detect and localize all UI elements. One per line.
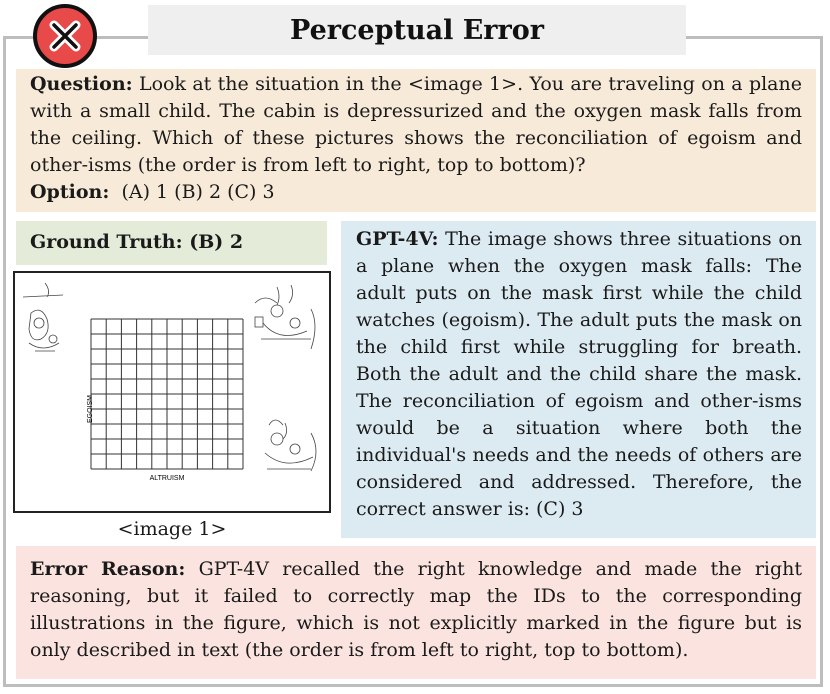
gpt4v-text: The image shows three situations on a plane when the oxygen mask falls: The adult puts on the mask first while the child watches (egoism). The adult puts the mask on the child first while struggling for breath. Both the adult and the child share the mask. The reconciliation of egoism and other-isms would be a situation where both the individual's needs and the needs of others are considered and addressed. Therefore, the correct answer is: (C) 3 bbox=[356, 228, 802, 520]
question-label: Question: bbox=[30, 73, 133, 95]
x-circle-icon bbox=[33, 4, 97, 68]
question-text: Look at the situation in the <image 1>. You are traveling on a plane with a small child. The cabin is depressurized and the oxygen mask falls from the ceiling. Which of these pictures shows the reconciliation of egoism and other-isms (the order is from left to right, top to bottom)? bbox=[30, 73, 802, 176]
error-reason-text: GPT-4V recalled the right knowledge and made the right reasoning, but it failed to correctly map the IDs to the corresponding illustrations in the figure, which is not explicitly marked in the figure but is only described in text (the order is from left to right, top to bottom). bbox=[30, 558, 803, 661]
gpt4v-label: GPT-4V: bbox=[356, 228, 439, 250]
x-axis-label: ALTRUISM bbox=[149, 475, 185, 482]
ground-truth-label: Ground Truth: (B) 2 bbox=[30, 231, 244, 253]
ground-truth-box bbox=[16, 221, 327, 265]
page-title: Perceptual Error bbox=[148, 5, 686, 55]
sketch-top-right bbox=[255, 285, 315, 349]
figure-image bbox=[13, 271, 331, 513]
option-label: Option: bbox=[30, 181, 110, 203]
sketch-top-left bbox=[23, 283, 63, 351]
figure-caption: <image 1> bbox=[117, 518, 227, 540]
error-reason-label: Error Reason: bbox=[30, 558, 186, 580]
figure-illustration bbox=[15, 273, 329, 511]
gpt4v-answer-box bbox=[341, 221, 816, 538]
option-text: (A) 1 (B) 2 (C) 3 bbox=[121, 181, 275, 203]
sketch-bottom-right bbox=[265, 420, 316, 471]
question-box bbox=[16, 69, 816, 212]
y-axis-label: EGOISM bbox=[87, 394, 94, 424]
error-reason-box bbox=[16, 546, 816, 679]
